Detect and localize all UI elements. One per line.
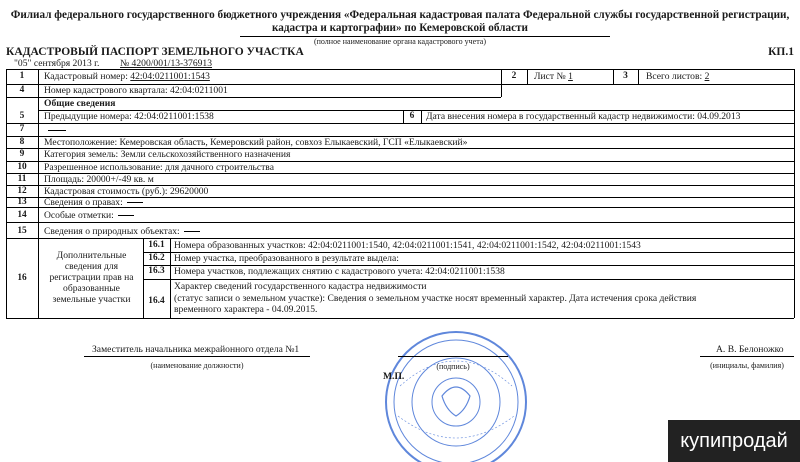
cadastral-number-label: Кадастровый номер:: [44, 71, 128, 82]
site-watermark: купипродай: [668, 420, 800, 462]
sheet-number-value: 1: [568, 71, 573, 82]
sheet-number-label: Лист №: [534, 71, 566, 82]
empty-dash: [118, 215, 134, 216]
natural-objects: [44, 226, 200, 237]
row-num-12: 12: [17, 186, 27, 196]
registration-date: Дата внесения номера в государственный кадастр недвижимости: 04.09.2013: [426, 111, 741, 122]
row-num-5: 5: [19, 111, 25, 121]
subrow-num-16-1: 16.1: [148, 240, 165, 250]
special-notes-label: Особые отметки:: [44, 210, 114, 221]
additional-info-line: земельные участки: [52, 294, 131, 305]
row-num-15: 15: [17, 226, 27, 236]
row-num-10: 10: [17, 162, 27, 172]
row-num-16: 16: [17, 273, 27, 283]
additional-info-line: образованные: [63, 283, 120, 294]
org-caption: (полное наименование органа кадастрового учета): [313, 37, 487, 46]
record-status: [174, 281, 696, 316]
permitted-use: Разрешенное использование: для дачного строительства: [44, 162, 274, 173]
subrow-num-16-4: 16.4: [148, 296, 165, 306]
general-info-heading: Общие сведения: [44, 98, 116, 109]
total-sheets-value: 2: [704, 71, 710, 82]
cadastral-number-row: [44, 71, 210, 82]
record-status-line: (статус записи о земельном участке): Сведения о земельном участке носят временный характер. Дата истечения срока действия: [174, 292, 697, 304]
form-code: КП.1: [768, 46, 794, 58]
empty-dash: [184, 231, 200, 232]
row-num-13: 13: [17, 197, 27, 207]
name-caption: (инициалы, фамилия): [710, 361, 784, 370]
additional-info-label: [40, 250, 143, 305]
natural-objects-label: Сведения о природных объектах:: [44, 226, 180, 237]
rights-info: [44, 197, 143, 208]
doc-date: "05" сентября 2013 г.: [14, 58, 100, 69]
empty-dash: [127, 202, 143, 203]
row-num-14: 14: [17, 210, 27, 220]
stamp-place-mark: М.П.: [383, 371, 405, 382]
area: Площадь: 20000+/-49 кв. м: [44, 174, 154, 185]
record-status-line: Характер сведений государственного кадастра недвижимости: [174, 281, 427, 292]
subrow-num-16-3: 16.3: [148, 266, 165, 276]
empty-dash: [48, 130, 66, 131]
doc-number: № 4200/001/13-376913: [120, 58, 213, 69]
total-sheets: [646, 71, 709, 82]
additional-info-line: сведения для: [64, 261, 119, 272]
row-num-1: 1: [19, 71, 25, 81]
row-num-7: 7: [19, 124, 25, 134]
subrow-num-16-2: 16.2: [148, 253, 165, 263]
row-num-8: 8: [19, 137, 25, 147]
special-notes: [44, 210, 134, 221]
total-sheets-label: Всего листов:: [646, 71, 703, 82]
land-category: Категория земель: Земли сельскохозяйственного назначения: [44, 149, 291, 160]
doc-title: КАДАСТРОВЫЙ ПАСПОРТ ЗЕМЕЛЬНОГО УЧАСТКА: [6, 46, 304, 58]
row-num-4: 4: [19, 85, 25, 95]
rights-info-label: Сведения о правах:: [44, 197, 123, 208]
previous-numbers: Предыдущие номера: 42:04:0211001:1538: [44, 111, 214, 122]
signature-line: [398, 356, 508, 357]
additional-info-line: регистрации прав на: [49, 272, 134, 283]
official-seal-stamp: [380, 326, 528, 462]
sheet-number: [534, 71, 573, 82]
quarter-number: Номер кадастрового квартала: 42:04:0211001: [44, 85, 228, 96]
location: Местоположение: Кемеровская область, Кемеровский район, совхоз Елыкаевский, ГСП «Елыкаевский»: [44, 137, 468, 148]
position-caption: (наименование должности): [150, 361, 244, 370]
org-name-line2: кадастра и картографии» по Кемеровской области: [272, 22, 528, 34]
row-num-11: 11: [17, 174, 27, 184]
transformed-parcel: Номер участка, преобразованного в результате выдела:: [174, 253, 399, 264]
official-name: А. В. Белоножко: [716, 344, 784, 355]
additional-info-line: Дополнительные: [56, 250, 127, 261]
name-line: [700, 356, 794, 357]
record-status-line: временного характера - 04.09.2015.: [174, 304, 318, 315]
formed-parcels: Номера образованных участков: 42:04:0211001:1540, 42:04:0211001:1541, 42:04:0211001:1542, 42:04:0211001:1543: [174, 240, 641, 251]
row-num-3: 3: [623, 71, 628, 81]
org-name-line1: Филиал федерального государственного бюджетного учреждения «Федеральная кадастровая палата Федеральной службы государственной регистрации,: [10, 9, 790, 21]
parcels-to-remove: Номера участков, подлежащих снятию с кадастрового учета: 42:04:0211001:1538: [174, 266, 505, 277]
official-position: Заместитель начальника межрайонного отдела №1: [92, 344, 300, 355]
position-line: [84, 356, 310, 357]
row-num-9: 9: [19, 149, 25, 159]
cadastral-number-value: 42:04:0211001:1543: [130, 71, 210, 82]
cadastral-value: Кадастровая стоимость (руб.): 29620000: [44, 186, 209, 197]
signature-caption: (подпись): [436, 362, 470, 371]
row-num-2: 2: [511, 71, 517, 81]
row-num-6: 6: [409, 111, 415, 121]
